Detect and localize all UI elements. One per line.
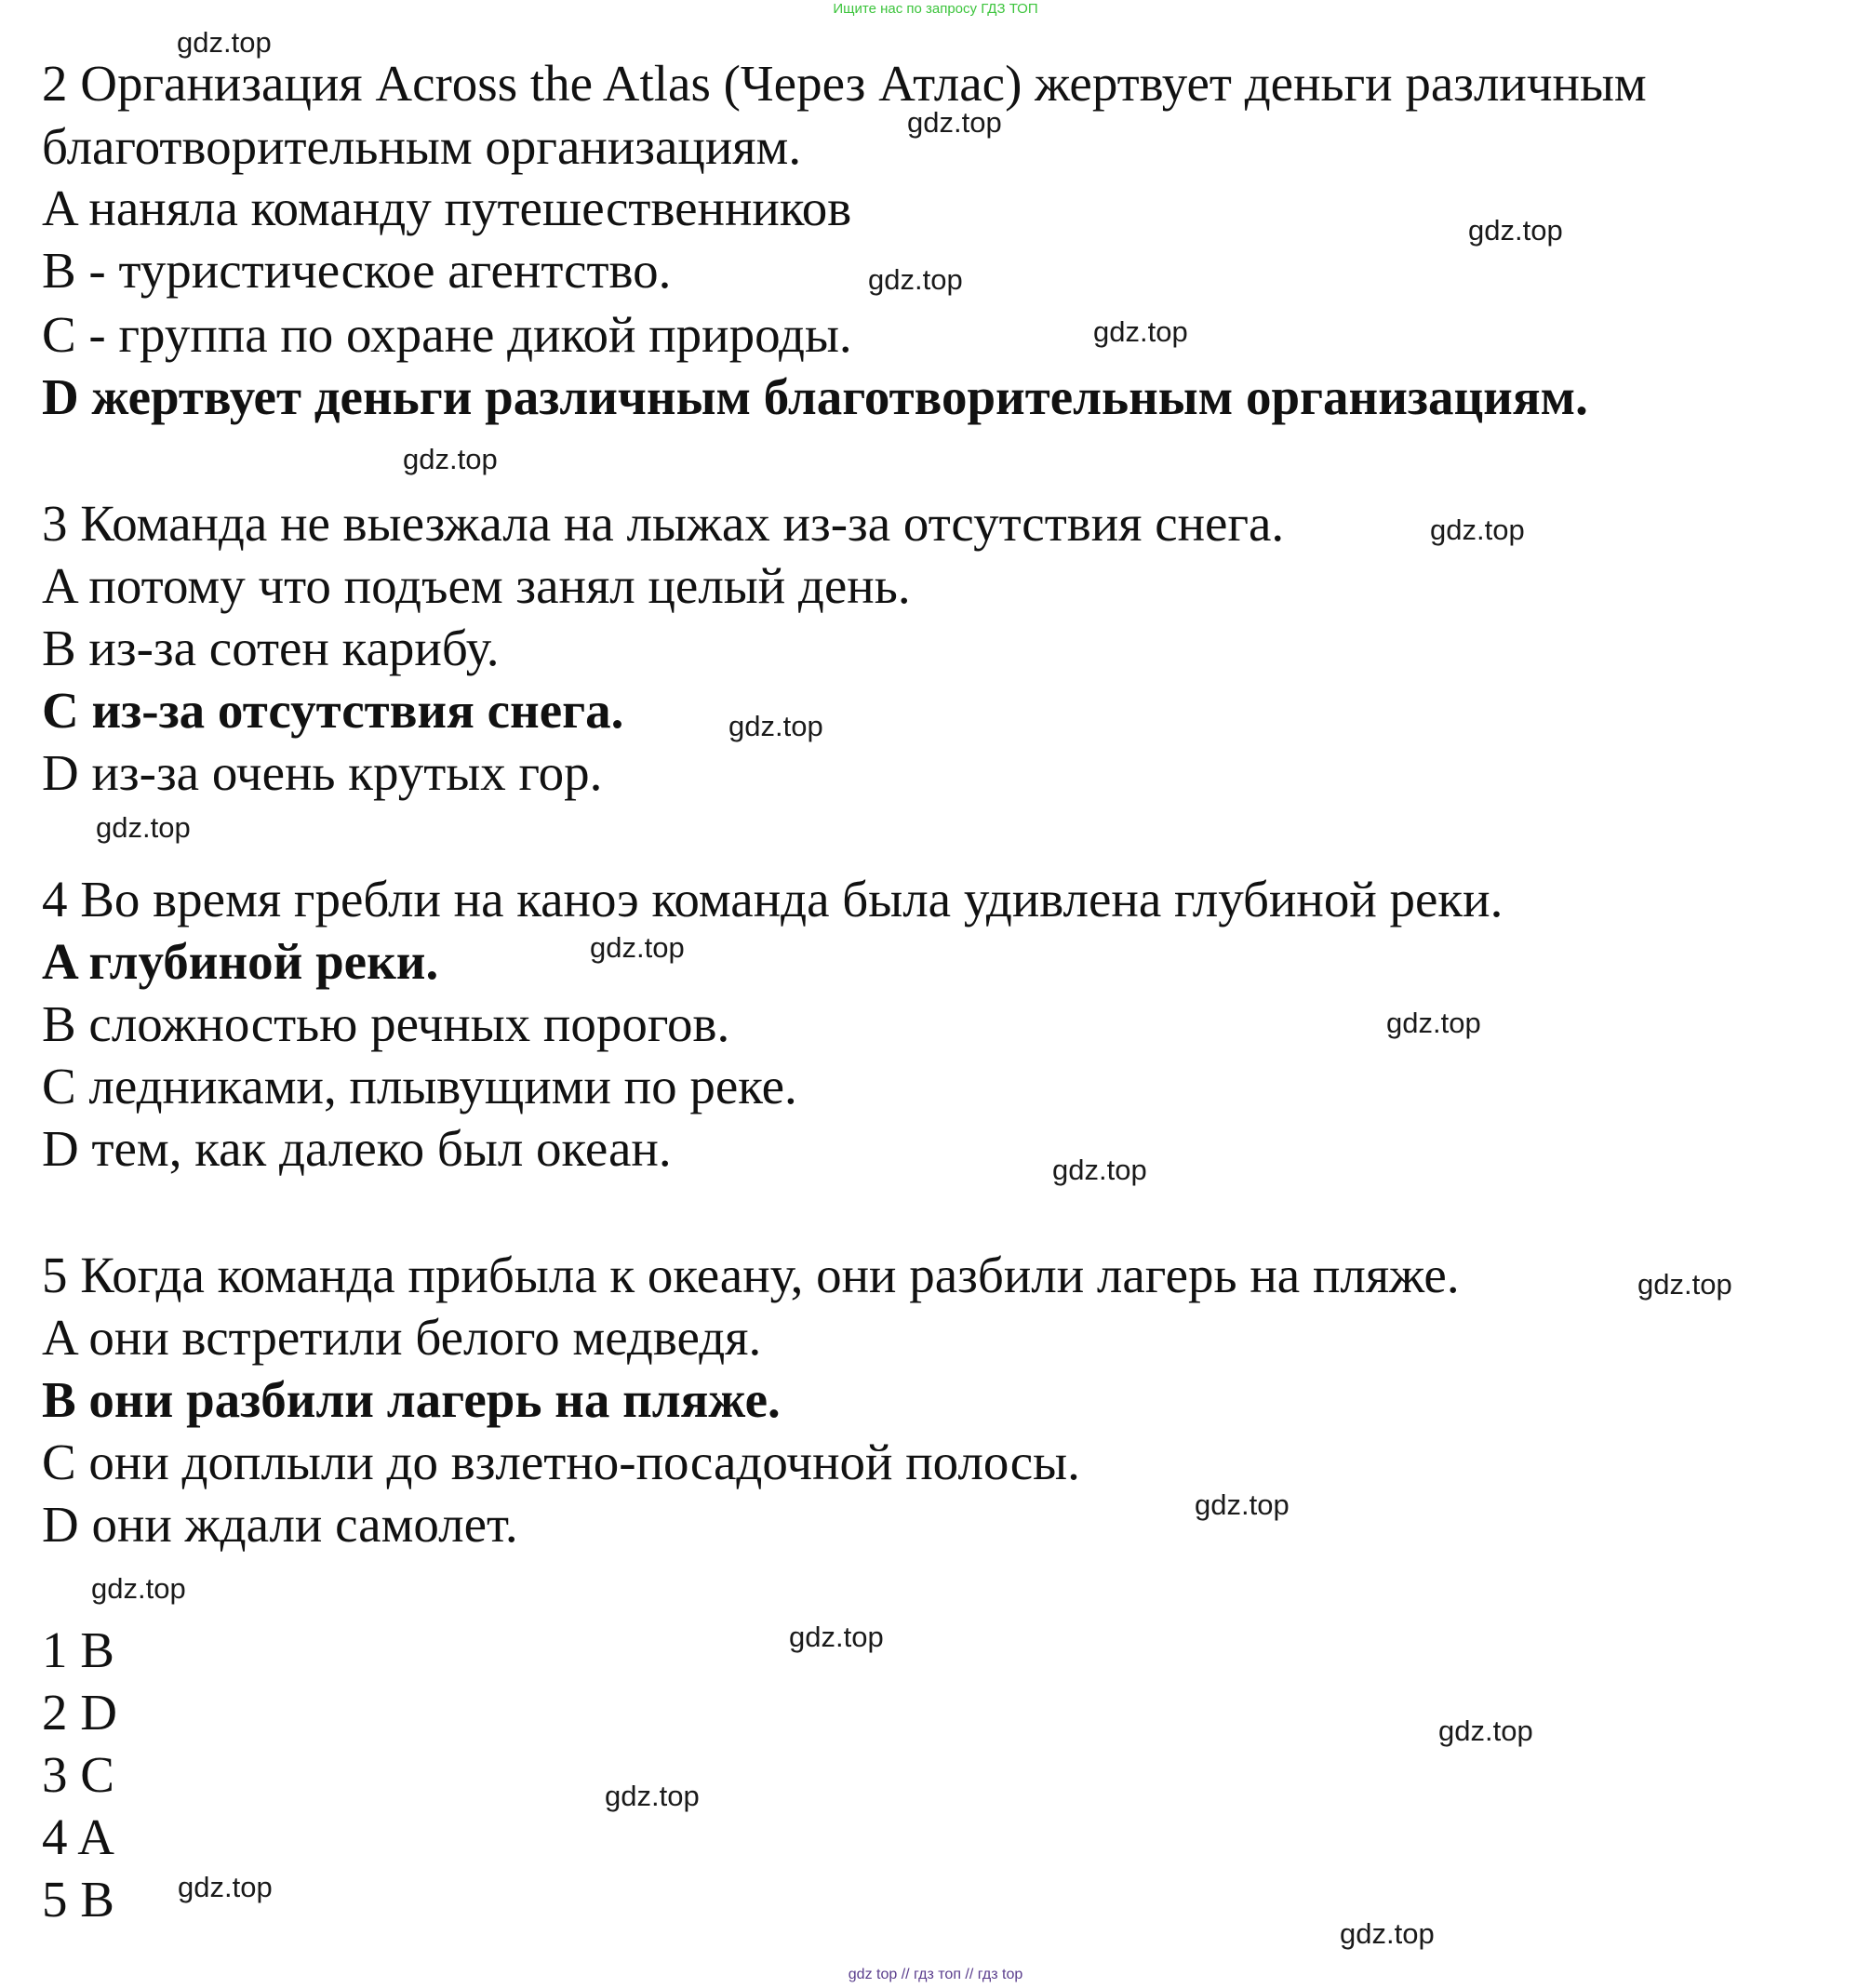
q5-option-b-correct: B они разбили лагерь на пляже.	[42, 1371, 781, 1428]
watermark: gdz.top	[1468, 214, 1563, 247]
watermark: gdz.top	[178, 1871, 273, 1903]
watermark: gdz.top	[403, 443, 498, 475]
answer-5: 5 B	[42, 1871, 114, 1928]
answer-1: 1 B	[42, 1621, 114, 1678]
q3-option-d: D из-за очень крутых гор.	[42, 744, 603, 801]
q2-option-d-correct: D жертвует деньги различным благотворительным организациям.	[42, 368, 1588, 425]
q2-question-line1: 2 Организация Across the Atlas (Через Атлас) жертвует деньги различным	[42, 55, 1647, 112]
watermark: gdz.top	[91, 1572, 186, 1605]
q4-option-d: D тем, как далеко был океан.	[42, 1120, 672, 1177]
q5-option-c: C они доплыли до взлетно-посадочной полосы.	[42, 1434, 1080, 1490]
watermark: gdz.top	[1438, 1714, 1533, 1747]
q4-option-c: C ледниками, плывущими по реке.	[42, 1058, 797, 1114]
watermark: gdz.top	[1195, 1488, 1290, 1521]
q2-question-line2: благотворительным организациям.	[42, 118, 802, 175]
q2-option-c: C - группа по охране дикой природы.	[42, 306, 852, 363]
watermark: gdz.top	[907, 106, 1002, 139]
q3-option-a: A потому что подъем занял целый день.	[42, 557, 911, 614]
watermark: gdz.top	[868, 263, 963, 296]
q2-option-a: A наняла команду путешественников	[42, 180, 852, 236]
q2-option-b: B - туристическое агентство.	[42, 242, 672, 299]
watermark: gdz.top	[96, 811, 191, 844]
q5-option-a: A они встретили белого медведя.	[42, 1309, 762, 1366]
q4-question: 4 Во время гребли на каноэ команда была удивлена глубиной реки.	[42, 871, 1503, 927]
watermark: gdz.top	[1637, 1268, 1732, 1301]
q4-option-a-correct: A глубиной реки.	[42, 933, 439, 990]
search-banner: Ищите нас по запросу ГДЗ ТОП	[833, 1, 1038, 17]
watermark: gdz.top	[1386, 1007, 1481, 1039]
watermark: gdz.top	[605, 1780, 700, 1812]
watermark: gdz.top	[1093, 315, 1188, 348]
watermark: gdz.top	[1340, 1917, 1435, 1950]
q5-question: 5 Когда команда прибыла к океану, они разбили лагерь на пляже.	[42, 1247, 1460, 1303]
q3-option-c-correct: C из-за отсутствия снега.	[42, 682, 624, 739]
watermark: gdz.top	[590, 931, 685, 964]
q4-option-b: B сложностью речных порогов.	[42, 995, 730, 1052]
footer-links: gdz top // гдз топ // гдз top	[848, 1967, 1023, 1982]
q5-option-d: D они ждали самолет.	[42, 1496, 518, 1553]
watermark: gdz.top	[789, 1621, 884, 1653]
answer-4: 4 A	[42, 1808, 114, 1865]
watermark: gdz.top	[728, 710, 823, 742]
watermark: gdz.top	[1430, 514, 1525, 546]
q3-question: 3 Команда не выезжала на лыжах из-за отсутствия снега.	[42, 495, 1285, 552]
watermark: gdz.top	[1052, 1154, 1147, 1186]
answer-3: 3 C	[42, 1746, 114, 1803]
q3-option-b: B из-за сотен карибу.	[42, 620, 500, 676]
answer-2: 2 D	[42, 1684, 117, 1741]
watermark: gdz.top	[177, 26, 272, 59]
